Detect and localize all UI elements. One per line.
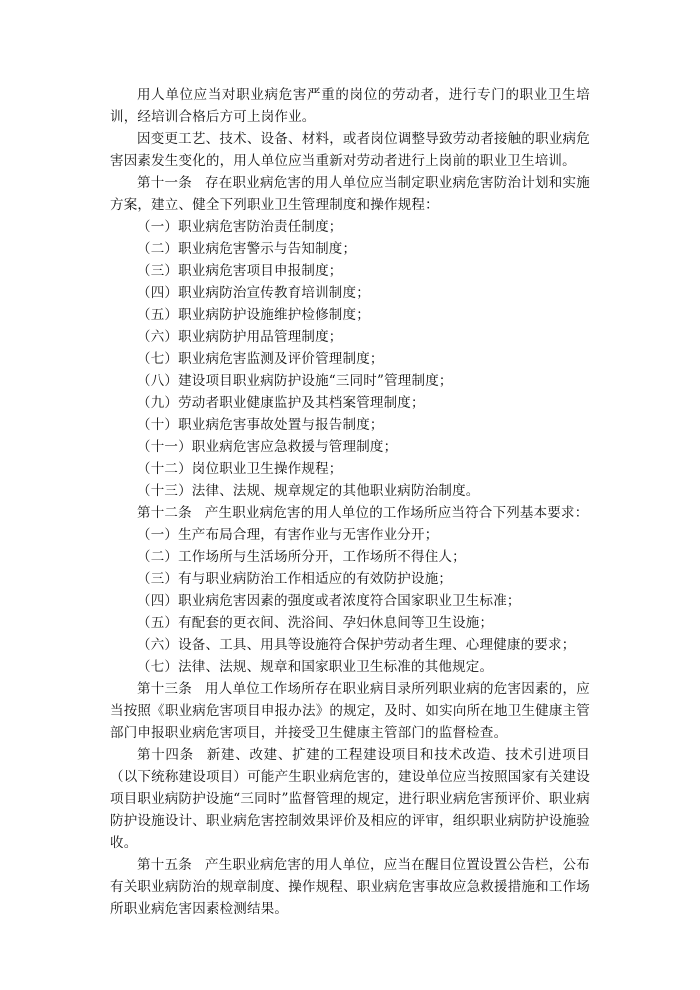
article-15-number: 第十五条 [137, 857, 193, 873]
article-14-number: 第十四条 [137, 747, 194, 763]
article-14-text: 新建、改建、扩建的工程建设项目和技术改造、技术引进项目（以下统称建设项目）可能产生职业病危害的，建设单位应当按照国家有关建设项目职业病防护设施“三同时”监督管理的规定，进行职业病危害预评价、职业病防护设施设计、职业病危害控制效果评价及相应的评审，组织职业病防护设施验收。 [110, 747, 591, 851]
article-12-item: （一）生产布局合理，有害作业与无害作业分开； [137, 527, 439, 543]
article-12-item: （四）职业病危害因素的强度或者浓度符合国家职业卫生标准； [137, 593, 521, 609]
article-13-number: 第十三条 [137, 681, 193, 697]
article-11-item: （六）职业病防护用品管理制度； [137, 329, 343, 345]
article-11 [110, 172, 590, 216]
article-11-item: （七）职业病危害监测及评价管理制度； [137, 351, 384, 367]
article-15-text: 产生职业病危害的用人单位，应当在醒目位置设置公告栏，公布有关职业病防治的规章制度、操作规程、职业病危害事故应急救援措施和工作场所职业病危害因素检测结果。 [110, 857, 590, 917]
article-11-item: （三）职业病危害项目申报制度； [137, 263, 343, 279]
article-11-item: （八）建设项目职业病防护设施“三同时”管理制度； [137, 373, 453, 389]
article-13 [110, 678, 590, 744]
article-12 [110, 502, 590, 524]
article-12-item: （七）法律、法规、规章和国家职业卫生标准的其他规定。 [137, 659, 494, 675]
article-11-item: （十三）法律、法规、规章规定的其他职业病防治制度。 [137, 483, 480, 499]
article-11-item: （十）职业病危害事故处置与报告制度； [137, 417, 384, 433]
article-11-item: （一）职业病危害防治责任制度； [137, 219, 343, 235]
article-12-number: 第十二条 [137, 505, 192, 521]
article-12-item: （三）有与职业病防治工作相适应的有效防护设施； [137, 571, 453, 587]
article-12-item: （六）设备、工具、用具等设施符合保护劳动者生理、心理健康的要求； [137, 637, 576, 653]
article-11-item: （九）劳动者职业健康监护及其档案管理制度； [137, 395, 425, 411]
article-11-item: （十二）岗位职业卫生操作规程； [137, 461, 343, 477]
document-body [110, 84, 590, 920]
article-11-item: （二）职业病危害警示与告知制度； [137, 241, 357, 257]
article-11-text: 存在职业病危害的用人单位应当制定职业病危害防治计划和实施方案，建立、健全下列职业卫生管理制度和操作规程： [110, 175, 590, 213]
article-11-number: 第十一条 [137, 175, 193, 191]
article-12-text: 产生职业病危害的用人单位的工作场所应当符合下列基本要求： [204, 505, 589, 521]
intro-paragraph-1: 用人单位应当对职业病危害严重的岗位的劳动者，进行专门的职业卫生培训，经培训合格后方可上岗作业。 [110, 87, 590, 125]
article-12-item: （五）有配套的更衣间、洗浴间、孕妇休息间等卫生设施； [137, 615, 494, 631]
article-11-item: （五）职业病防护设施维护检修制度； [137, 307, 370, 323]
article-11-item: （四）职业病防治宣传教育培训制度； [137, 285, 370, 301]
article-11-item: （十一）职业病危害应急救援与管理制度； [137, 439, 398, 455]
article-15 [110, 854, 590, 920]
article-12-item: （二）工作场所与生活场所分开，工作场所不得住人； [137, 549, 466, 565]
article-13-text: 用人单位工作场所存在职业病目录所列职业病的危害因素的，应当按照《职业病危害项目申报办法》的规定，及时、如实向所在地卫生健康主管部门申报职业病危害项目，并接受卫生健康主管部门的监督检查。 [110, 681, 590, 741]
article-14 [110, 744, 590, 854]
intro-paragraph-2: 因变更工艺、技术、设备、材料，或者岗位调整导致劳动者接触的职业病危害因素发生变化的，用人单位应当重新对劳动者进行上岗前的职业卫生培训。 [110, 131, 590, 169]
